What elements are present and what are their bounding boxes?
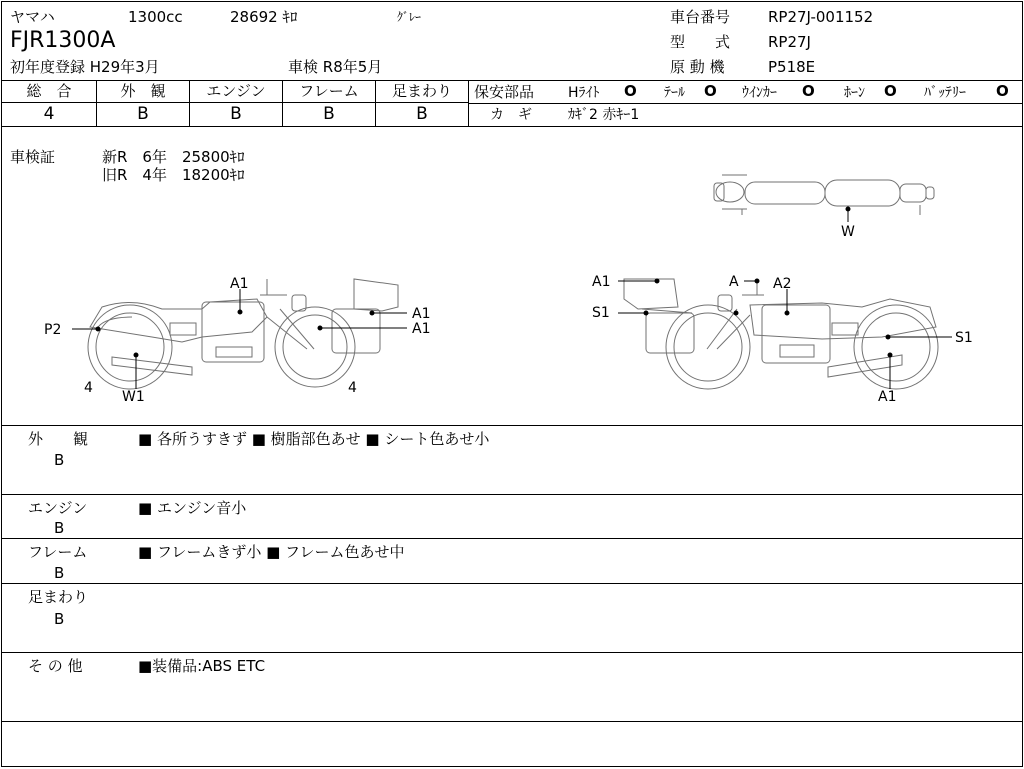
safety-tail: ﾃｰﾙ [664,85,685,101]
key-label: カ ギ [490,107,532,123]
type-label: 型 式 [670,33,731,51]
note-exterior-text: ■ 各所うすきず ■ 樹脂部色あせ ■ シート色あせ小 [138,430,490,448]
certificate-label: 車検証 [10,148,56,166]
frame-no-label: 車台番号 [670,8,731,26]
safety-label: 保安部品 [474,83,535,101]
label-left-w1: W1 [122,389,145,405]
engine-label: 原 動 機 [670,58,725,76]
first-registration: 初年度登録 H29年3月 [10,58,160,76]
maker: ヤマハ [10,8,55,26]
safety-battery-mark: O [996,82,1009,100]
total-grade: 4 [43,104,55,124]
engine-grade-label: エンジン [206,82,266,100]
note-frame-label: フレーム [28,543,88,561]
label-right-s1-left: S1 [592,305,610,321]
exterior-label: 外 観 [120,82,166,100]
displacement: 1300cc [128,8,183,26]
note-engine-grade: B [54,519,65,537]
label-left-four-right: 4 [348,380,357,396]
suspension-grade-label: 足まわり [391,82,452,100]
certificate-old: 旧R 4年 18200ｷﾛ [102,166,245,184]
inspection-sheet [1,1,1023,767]
mileage: 28692 ｷﾛ [230,8,298,26]
label-right-a-top: A [729,274,739,290]
note-frame-text: ■ フレームきず小 ■ フレーム色あせ中 [138,543,405,561]
label-left-p2: P2 [44,322,62,338]
exterior-grade: B [137,104,149,124]
note-other-label: そ の 他 [28,657,83,675]
note-other-text: ■装備品:ABS ETC [138,657,266,675]
note-engine-text: ■ エンジン音小 [138,499,247,517]
label-right-a1-bottom: A1 [878,389,897,405]
engine-model: P518E [768,58,816,76]
total-label: 総 合 [26,82,72,100]
safety-horn-mark: O [884,82,897,100]
safety-battery: ﾊﾞｯﾃﾘｰ [924,85,966,101]
note-suspension-label: 足まわり [28,588,89,606]
key-value: ｶｷﾞ2 赤ｷｰ1 [568,107,640,123]
type-value: RP27J [768,33,811,51]
safety-winker-mark: O [802,82,815,100]
left-bike-icon [88,279,398,389]
note-frame-grade: B [54,564,65,582]
safety-horn: ﾎｰﾝ [844,85,865,101]
label-left-a1-right1: A1 [412,306,431,322]
note-exterior-label: 外 観 [28,430,89,448]
suspension-grade: B [416,104,428,124]
safety-headlight-mark: O [624,82,637,100]
frame-grade-label: フレーム [299,82,359,100]
model-name: FJR1300A [10,28,116,53]
label-left-four-left: 4 [84,380,93,396]
note-engine-label: エンジン [28,499,88,517]
right-bike-icon [624,279,938,389]
certificate-new: 新R 6年 25800ｷﾛ [102,148,245,166]
top-view-bike-icon [714,175,934,215]
label-left-a1-right2: A1 [412,321,431,337]
color: ｸﾞﾚｰ [397,10,422,24]
inspection-date: 車検 R8年5月 [288,58,383,76]
damage-diagram [2,127,1022,425]
engine-grade: B [230,104,242,124]
frame-no: RP27J-001152 [768,8,874,26]
frame-grade: B [323,104,335,124]
safety-winker: ｳｲﾝｶｰ [742,85,777,101]
note-suspension-grade: B [54,610,65,628]
label-right-a1-top: A1 [592,274,611,290]
note-exterior-grade: B [54,451,65,469]
label-right-a2: A2 [773,276,792,292]
label-right-s1-right: S1 [955,330,973,346]
safety-headlight: Hﾗｲﾄ [568,85,600,101]
label-top-w: W [841,224,855,240]
safety-tail-mark: O [704,82,717,100]
label-left-a1-top: A1 [230,276,249,292]
